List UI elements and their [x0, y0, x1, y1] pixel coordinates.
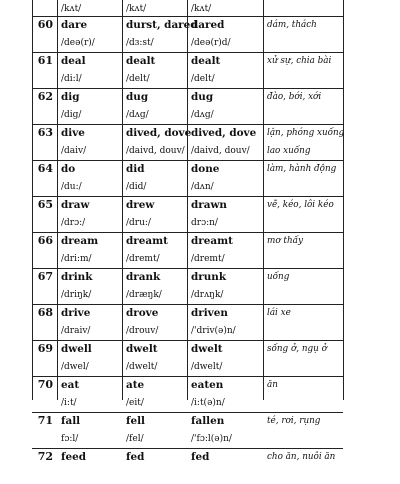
- table-row: [0, 16, 400, 52]
- meaning: uống: [267, 272, 290, 282]
- past-ipa: /eit/: [126, 398, 144, 408]
- verb-number: 62: [37, 90, 53, 103]
- base-form: dream: [61, 235, 99, 247]
- meaning: vẽ, kéo, lôi kéo: [267, 200, 334, 210]
- table-row: [0, 88, 400, 124]
- base-form: fall: [61, 415, 81, 427]
- base-ipa: /deə(r)/: [61, 38, 95, 48]
- base-form: dive: [61, 127, 85, 139]
- past-form: dug: [126, 91, 149, 103]
- participle-form: dared: [191, 19, 225, 31]
- meaning-line-2: lao xuống: [267, 146, 311, 156]
- meaning: lặn, phóng xuống: [267, 128, 345, 138]
- past-ipa: /dru:/: [126, 218, 151, 228]
- meaning: xử sự, chia bài: [267, 56, 332, 66]
- table-row: [0, 268, 400, 304]
- meaning: sống ở, ngụ ở: [267, 344, 327, 354]
- past-form: dived, dove: [126, 127, 192, 139]
- meaning: đào, bới, xới: [267, 92, 322, 102]
- table-row: [0, 160, 400, 196]
- verb-number: 60: [37, 18, 53, 31]
- past-form: dreamt: [126, 235, 168, 247]
- past-ipa: /dɜ:st/: [126, 38, 154, 48]
- column-divider: [263, 0, 264, 400]
- column-divider: [122, 0, 123, 400]
- participle-form: drawn: [191, 199, 227, 211]
- past-form: dealt: [126, 55, 156, 67]
- past-ipa: /dremt/: [126, 254, 160, 264]
- verb-number: 68: [37, 306, 53, 319]
- column-divider: [32, 0, 33, 400]
- past-form: dwelt: [126, 343, 158, 355]
- column-divider: [187, 0, 188, 400]
- base-ipa: /draiv/: [61, 326, 91, 336]
- base-ipa: /kʌt/: [61, 4, 82, 14]
- past-ipa: /drouv/: [126, 326, 159, 336]
- participle-form: dug: [191, 91, 214, 103]
- participle-form: driven: [191, 307, 228, 319]
- verb-number: 69: [37, 342, 53, 355]
- participle-ipa: /delt/: [191, 74, 215, 84]
- table-row: [0, 448, 400, 484]
- table-row: [0, 340, 400, 376]
- past-ipa: /dwelt/: [126, 362, 158, 372]
- base-ipa: /du:/: [61, 182, 82, 192]
- participle-ipa: /dremt/: [191, 254, 225, 264]
- participle-form: dived, dove: [191, 127, 257, 139]
- meaning: làm, hành động: [267, 164, 337, 174]
- base-form: drive: [61, 307, 91, 319]
- meaning: mơ thấy: [267, 236, 303, 246]
- participle-form: fallen: [191, 415, 225, 427]
- table-row: [0, 124, 400, 160]
- past-ipa: /kʌt/: [126, 4, 147, 14]
- verb-number: 65: [37, 198, 53, 211]
- past-ipa: /did/: [126, 182, 147, 192]
- base-form: do: [61, 163, 76, 175]
- table-row: [0, 196, 400, 232]
- past-ipa: /fel/: [126, 434, 144, 444]
- base-form: dig: [61, 91, 80, 103]
- past-ipa: /dræŋk/: [126, 290, 162, 300]
- table-row: [0, 232, 400, 268]
- base-ipa: /dwel/: [61, 362, 89, 372]
- meaning: ăn: [267, 380, 278, 390]
- participle-form: done: [191, 163, 220, 175]
- base-form: feed: [61, 451, 86, 463]
- participle-ipa: /dʌg/: [191, 110, 214, 120]
- past-ipa: /daivd, douv/: [126, 146, 185, 156]
- past-ipa: /dʌg/: [126, 110, 149, 120]
- participle-ipa: /'fɔ:l(ə)n/: [191, 434, 232, 444]
- verb-number: 66: [37, 234, 53, 247]
- past-form: fed: [126, 451, 145, 463]
- past-form: durst, dared: [126, 19, 198, 31]
- table-row-partial: [0, 0, 400, 16]
- verb-number: 67: [37, 270, 53, 283]
- participle-form: drunk: [191, 271, 227, 283]
- column-divider: [57, 0, 58, 400]
- base-form: draw: [61, 199, 90, 211]
- past-ipa: /delt/: [126, 74, 150, 84]
- participle-ipa: /deə(r)d/: [191, 38, 231, 48]
- participle-ipa: /kʌt/: [191, 4, 212, 14]
- base-ipa: /dri:m/: [61, 254, 92, 264]
- row-divider: [32, 412, 343, 413]
- past-form: drank: [126, 271, 161, 283]
- past-form: fell: [126, 415, 145, 427]
- row-divider: [32, 448, 343, 449]
- verb-number: 70: [37, 378, 53, 391]
- participle-form: dealt: [191, 55, 221, 67]
- base-ipa: /i:t/: [61, 398, 77, 408]
- meaning: dám, thách: [267, 20, 317, 30]
- base-ipa: fɔ:l/: [61, 434, 79, 444]
- participle-ipa: drɔ:n/: [191, 218, 218, 228]
- base-ipa: /driŋk/: [61, 290, 92, 300]
- verb-number: 71: [37, 414, 53, 427]
- participle-ipa: /dwelt/: [191, 362, 223, 372]
- participle-ipa: /dʌn/: [191, 182, 214, 192]
- participle-ipa: /'driv(ə)n/: [191, 326, 236, 336]
- base-ipa: /di:l/: [61, 74, 82, 84]
- verb-number: 64: [37, 162, 53, 175]
- past-form: drew: [126, 199, 155, 211]
- participle-form: dwelt: [191, 343, 223, 355]
- base-ipa: /daiv/: [61, 146, 87, 156]
- participle-form: eaten: [191, 379, 224, 391]
- base-form: drink: [61, 271, 93, 283]
- meaning: té, rơi, rụng: [267, 416, 321, 426]
- participle-ipa: /daivd, douv/: [191, 146, 250, 156]
- verb-number: 61: [37, 54, 53, 67]
- base-ipa: /dig/: [61, 110, 82, 120]
- table-row: [0, 376, 400, 412]
- meaning: lái xe: [267, 308, 291, 318]
- column-divider: [343, 0, 344, 400]
- past-form: drove: [126, 307, 159, 319]
- past-form: ate: [126, 379, 145, 391]
- past-form: did: [126, 163, 145, 175]
- base-ipa: /drɔ:/: [61, 218, 86, 228]
- verb-number: 63: [37, 126, 53, 139]
- participle-ipa: /drʌŋk/: [191, 290, 224, 300]
- participle-form: dreamt: [191, 235, 233, 247]
- table-row: [0, 304, 400, 340]
- table-row: [0, 412, 400, 448]
- base-form: eat: [61, 379, 80, 391]
- participle-ipa: /i:t(ə)n/: [191, 398, 225, 408]
- verb-number: 72: [37, 450, 53, 463]
- base-form: deal: [61, 55, 86, 67]
- base-form: dare: [61, 19, 88, 31]
- participle-form: fed: [191, 451, 210, 463]
- base-form: dwell: [61, 343, 92, 355]
- meaning: cho ăn, nuôi ăn: [267, 452, 336, 462]
- table-row: [0, 52, 400, 88]
